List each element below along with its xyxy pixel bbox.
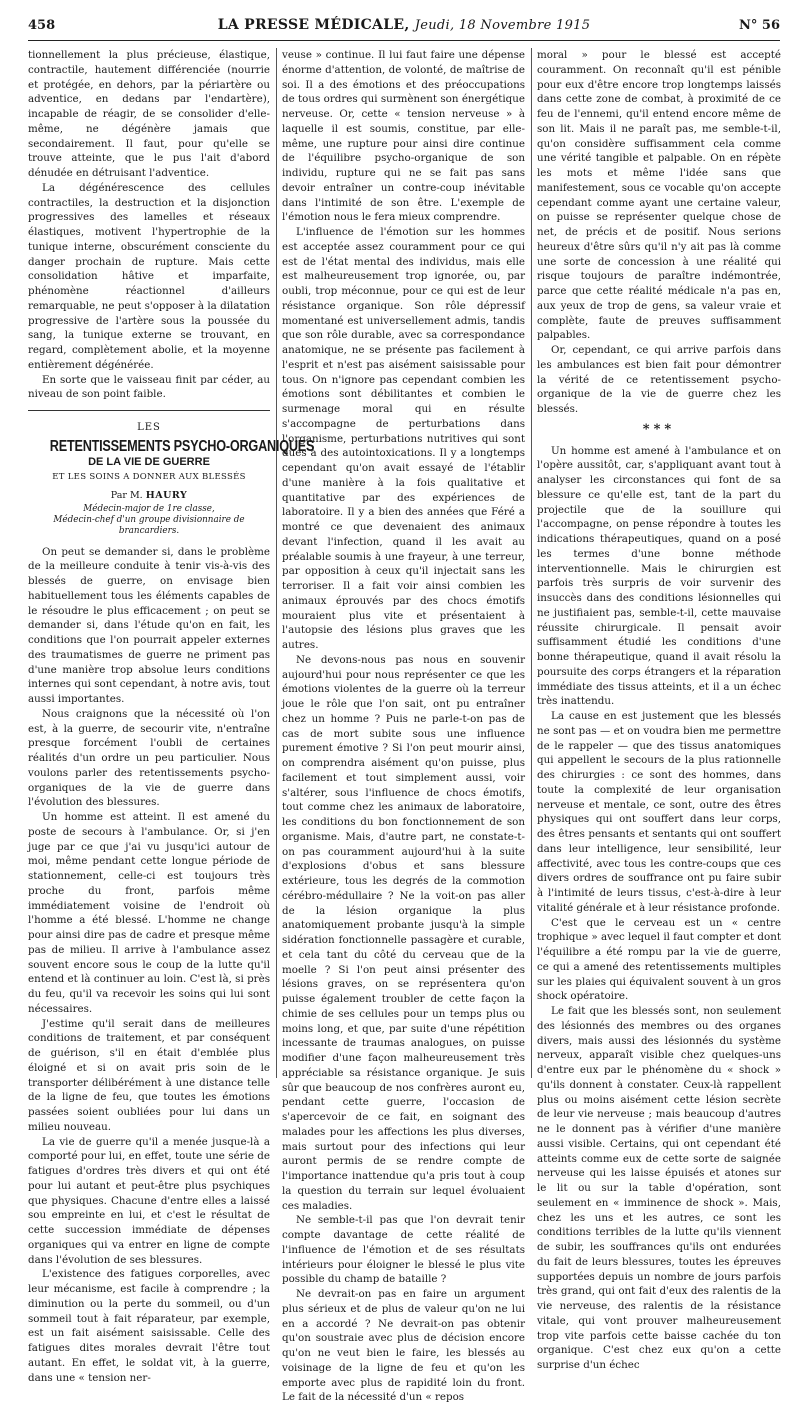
- article-title: RETENTISSEMENTS PSYCHO-ORGANIQUES: [49, 437, 315, 455]
- author-name: HAURY: [145, 489, 188, 501]
- paragraph: L'existence des fatigues corporelles, avec leur mécanisme, est facile à comprendre ; la diminution ou la perte du sommeil, ou d'un sommeil tout à fait réparateur, par exemple, est un fait aisément saisissable. Celle des fatigues dites morales devrait l'être tout autant. En effet, le soldat vit, à la guerre, dans une « tension ner-: [28, 1268, 270, 1384]
- column-3: [537, 48, 781, 1371]
- column-rule: [276, 48, 277, 1078]
- paragraph: Ne devons-nous pas nous en souvenir aujourd'hui pour nous représenter ce que les émotions violentes de la guerre où la terreur joue le rôle que l'on sait, ont pu entraîner chez un homme ? Puis ne parle-t-on pas de cas de mort subite sous une influence purement émotive ? Si l'on peut mourir ainsi, on comprendra aisément qu'on puisse, plus facilement et tout simplement aussi, voir s'altérer, sous l'influence de chocs émotifs, tout comme chez les animaux de laboratoire, les conditions du bon fonctionnement de son organisme. Mais, d'autre part, ne constate-t-on pas couramment aujourd'hui à la suite d'explosions d'obus et sans blessure extérieure, tous les degrés de la commotion cérébro-médullaire ? Ne la voit-on pas aller de la lésion organique la plus anatomiquement probante jusqu'à la simple sidération fonctionnelle passagère et curable, et cela tant du côté du cerveau que de la moelle ? Si l'on peut ainsi présenter des lésions graves, on se représentera qu'on puisse également troubler de cette façon la chimie de ses cellules pour un temps plus ou moins long, et que, par suite d'une répétition incessante de traumas analogues, on puisse modifier d'une façon malheureusement très appréciable sa résistance organique. Je suis sûr que beaucoup de nos confrères auront eu, pendant cette guerre, l'occasion de s'apercevoir de ce fait, en soignant des malades pour les affections les plus diverses, mais surtout pour des infections qui leur auront permis de se rendre compte de l'importance inattendue qu'a pris tout à coup la question du terrain sur lequel évoluaient ces maladies.: [282, 653, 525, 1212]
- journal-name: LA PRESSE MÉDICALE,: [217, 17, 410, 33]
- paragraph: La cause en est justement que les blessés ne sont pas — et on voudra bien me permettre de le rappeler — que des tissus anatomiques qui appellent le secours de la plus rationnelle des chirurgies : ce sont des hommes, dans toute la complexité de leur organisation nerveuse et mentale, ce sont, outre des êtres physiques qui ont souffert dans leur corps, des êtres pensants et sentants qui ont souffert dans leur intelligence, leur sensibilité, leur affectivité, avec tous les contre-coups que ces divers ordres de souffrance ont pu faire subir à l'intimité de leurs tissus, c'est-à-dire à leur vitalité générale et à leur résistance profonde.: [537, 710, 781, 914]
- paragraph: La vie de guerre qu'il a menée jusque-là a comporté pour lui, en effet, toute une série de fatigues d'ordres très divers et qui ont été pour lui autant et peut-être plus psychiques que physiques. Chacune d'entre elles a laissé sou empreinte en lui, et c'est le résultat de cette succession immédiate de dépenses organiques qui va entrer en ligne de compte dans l'évolution de ses blessures.: [28, 1135, 270, 1266]
- paragraph: La dégénérescence des cellules contractiles, la destruction et la disjonction progressives des lamelles et réseaux élastiques, motivent l'hypertrophie de la tunique interne, obscurément consciente du danger prochain de rupture. Mais cette consolidation hâtive et imparfaite, phénomène réactionnel d'ailleurs remarquable, ne peut s'opposer à la dilatation progressive de l'artère sous la poussée du sang, la tunique externe se trouvant, en regard, complètement abolie, et la moyenne entièrement dégénérée.: [28, 181, 270, 371]
- paragraph: moral » pour le blessé est accepté couramment. On reconnaît qu'il est pénible pour eux d'être encore trop longtemps laissés dans cette zone de combat, à proximité de ce feu de l'ennemi, qu'il entend encore même de son lit. Mais il ne paraît pas, me semble-t-il, qu'on considère suffisamment cela comme une vérité tangible et palpable. On en répète les mots et même l'idée sans que manifestement, sous ce vocable qu'on accepte cependant comme ayant une certaine valeur, on puisse se représenter quelque chose de net, de précis et de positif. Nous serions heureux d'être sûrs qu'il n'y ait pas là comme une sorte de concession à une réalité qui risque toujours de paraître indémontrée, parce que cette réalité médicale n'a pas en, aux yeux de trop de gens, sa valeur vraie et complète, faute de preuves suffisamment palpables.: [537, 49, 781, 342]
- author-credential: Médecin-chef d'un groupe divisionnaire de brancardiers.: [53, 514, 245, 536]
- paragraph: Un homme est atteint. Il est amené du poste de secours à l'ambulance. Or, si j'en juge par ce que j'ai vu jusqu'ici autour de moi, même pendant cette longue période de stationnement, celle-ci est toujours très proche du front, parfois même immédiatement voisine de l'endroit où l'homme a été blessé. L'homme ne change pour ainsi dire pas de cadre et presque même pas de milieu. Il arrive à l'ambulance assez souvent encore sous le coup de la lutte qu'il entend et là continuer au loin. C'est là, si près du feu, qu'il va recevoir les soins qui lui sont nécessaires.: [28, 811, 270, 1015]
- paragraph: Le fait que les blessés sont, non seulement des lésionnés des membres ou des organes divers, mais aussi des lésionnés du système nerveux, apparaît visible chez quelques-uns d'entre eux par le phénomène du « shock » qu'ils donnent à constater. Ceux-là rappellent plus ou moins aisément cette lésion secrète de leur vie nerveuse ; mais beaucoup d'autres ne le donnent pas à vérifier d'une manière aussi visible. Certains, qui ont cependant été atteints comme eux de cette sorte de saignée nerveuse qui les laisse épuisés et atones sur le lit ou sur la table d'opération, sont seulement en « imminence de shock ». Mais, chez les uns et les autres, ce sont les conditions terribles de la lutte qu'ils viennent de subir, les souffrances qu'ils ont endurées du fait de leurs blessures, toutes les épreuves supportées depuis un nombre de jours parfois très grand, qui ont fait d'eux des ralentis de la vie nerveuse, des ralentis de la résistance vitale, qui vont prouver malheureusement trop vite parfois cette baisse cachée du ton organique. C'est chez eux qu'on a cette surprise d'un échec: [537, 1005, 781, 1371]
- paragraph: On peut se demander si, dans le problème de la meilleure conduite à tenir vis-à-vis des blessés de guerre, on envisage bien habituellement tous les éléments capables de le résoudre le plus efficacement ; on peut se demander si, dans l'étude qu'on en fait, les conditions que l'on pourrait appeler externes des traumatismes de guerre ne priment pas d'une manière trop absolue leurs conditions internes qui sont cependant, à notre avis, tout aussi importantes.: [28, 545, 270, 705]
- page-number: 458: [28, 18, 56, 33]
- paragraph: Ne devrait-on pas en faire un argument plus sérieux et de plus de valeur qu'on ne lui en a accordé ? Ne devrait-on pas obtenir qu'on soustraie avec plus de décision encore qu'on ne veut bien le faire, les blessés au voisinage de la ligne de feu et qu'on les emporte avec plus de rapidité loin du front. Le fait de la nécessité d'un « repos: [282, 1288, 525, 1404]
- section-divider: [28, 410, 270, 411]
- paragraph: veuse » continue. Il lui faut faire une dépense énorme d'attention, de volonté, de maîtrise de soi. Il a des émotions et des préoccupations de tous ordres qui surmènent son énergétique nerveuse. Or, cette « tension nerveuse » à laquelle il est soumis, constitue, par elle-même, une rupture pour ainsi dire continue de l'équilibre psycho-organique de son individu, rupture qui ne se fait pas sans devoir entraîner un contre-coup inévitable dans l'intimité de son être. L'exemple de l'émotion nous le fera mieux comprendre.: [282, 49, 525, 224]
- author-line: [28, 489, 270, 504]
- asterism-divider: ***: [642, 421, 676, 437]
- author-credential: Médecin-major de 1re classe,: [83, 503, 215, 514]
- article-subtitle: DE LA VIE DE GUERRE: [88, 455, 210, 468]
- running-head: [28, 17, 780, 33]
- paragraph: Nous craignons que la nécessité où l'on est, à la guerre, de secourir vite, n'entraîne presque forcément l'oubli de certaines réalités d'un ordre un peu particulier. Nous voulons parler des retentissements psycho-organiques de la vie de guerre dans l'évolution des blessures.: [28, 707, 270, 809]
- article-heading: [28, 421, 315, 537]
- column-rule: [531, 48, 532, 1078]
- column-1: [28, 48, 315, 1384]
- paragraph: En sorte que le vaisseau finit par céder, au niveau de son point faible.: [28, 373, 270, 401]
- page-header: [28, 16, 780, 41]
- article-kicker: LES: [137, 422, 161, 433]
- paragraph: Un homme est amené à l'ambulance et on l'opère aussitôt, car, s'appliquant avant tout à analyser les circonstances qui font de sa blessure ce qu'elle est, tant de la part du projectile que de la souillure qui l'accompagne, on pense répondre à toutes les indications thérapeutiques, quand on a posé les termes d'une bonne méthode interventionnelle. Mais le chirurgien est parfois très surpris de voir survenir des insuccès dans des conditions lésionnelles qui ne justifiaient pas, semble-t-il, cette mauvaise réussite chirurgicale. Il pensait avoir suffisamment étudié les conditions d'une bonne thérapeutique, quand il avait résolu la poursuite des corps étrangers et la réparation immédiate des tissus atteints, et il a un échec très inattendu.: [537, 444, 781, 708]
- paragraph: L'influence de l'émotion sur les hommes est acceptée assez couramment pour ce qui est de l'état mental des individus, mais elle est malheureusement trop ignorée, ou, par oubli, trop méconnue, pour ce qui est de leur résistance organique. Son rôle dépressif momentané est universellement admis, tandis que son rôle durable, avec sa correspondance anatomique, ne se présente pas facilement à l'esprit et n'est pas aisément saisissable pour tous. On n'ignore pas cependant combien les émotions sont débilitantes et combien le surmenage moral qui en résulte s'accompagne de perturbations dans l'organisme, perturbations nutritives qui sont dues à des autointoxications. Il y a longtemps cependant qu'on avait essayé de l'établir d'une manière à la fois qualitative et quantitative par des expériences de laboratoire. Il y a bien des années que Féré a montré ce que devenaient des animaux devant l'infection, quand il les avait au préalable soumis à une frayeur, à une terreur, par opposition à ceux qu'il injectait sans les terroriser. Il a fait voir ainsi combien les animaux éprouvés par des chocs émotifs mouraient plus vite et présentaient à l'autopsie des lésions plus graves que les autres.: [282, 226, 525, 651]
- issue-number: N° 56: [739, 18, 780, 33]
- paragraph: tionnellement la plus précieuse, élastique, contractile, hautement différenciée (nourrie et protégée, en dehors, par la périartère ou adventice, en dedans par l'endartère), incapable de réagir, de se consolider d'elle-même, ne dégénère jamais que secondairement. Il faut, pour qu'elle se trouve atteinte, que le pus l'ait d'abord dénudée en détruisant l'adventice.: [28, 49, 270, 179]
- article-subtitle-2: ET LES SOINS A DONNER AUX BLESSÉS: [52, 471, 246, 482]
- author-prefix: Par M.: [110, 489, 143, 501]
- paragraph: J'estime qu'il serait dans de meilleures conditions de traitement, et par conséquent de guérison, s'il en était d'emblée plus éloigné et si on avait pris soin de le transporter délibérément à une distance telle de la ligne de feu, que toutes les émotions passées soient oubliées pour lui dans un milieu nouveau.: [28, 1017, 270, 1133]
- paragraph: Or, cependant, ce qui arrive parfois dans les ambulances est bien fait pour démontrer la vérité de ce retentissement psycho-organique de la vie de guerre chez les blessés.: [537, 344, 781, 415]
- paragraph: Ne semble-t-il pas que l'on devrait tenir compte davantage de cette réalité de l'influence de l'émotion et de ses résultats intérieurs pour éloigner le blessé le plus vite possible du champ de bataille ?: [282, 1214, 525, 1286]
- issue-date: Jeudi, 18 Novembre 1915: [414, 18, 591, 33]
- paragraph: C'est que le cerveau est un « centre trophique » avec lequel il faut compter et dont l'équilibre a été rompu par la vie de guerre, ce qui a amené des retentissements multiples sur les plaies qui équivalent souvent à un gros shock opératoire.: [537, 916, 781, 1003]
- column-2: [282, 48, 525, 1404]
